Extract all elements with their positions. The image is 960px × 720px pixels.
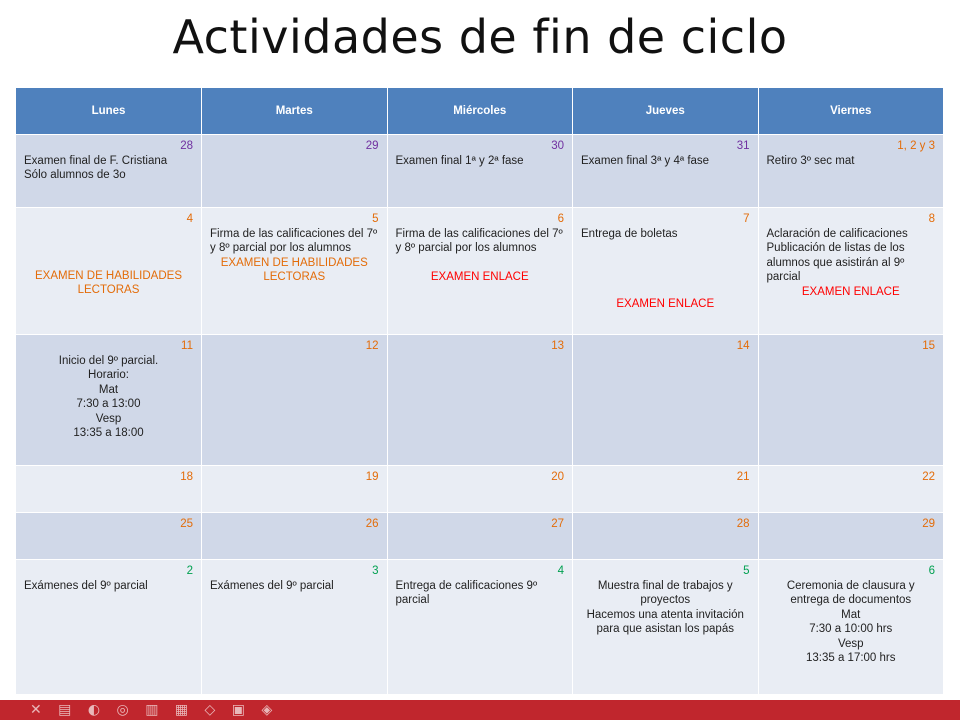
event-text: Publicación de listas de los alumnos que asistirán al 9º parcial xyxy=(766,242,905,283)
header-viernes: Viernes xyxy=(758,88,944,135)
event-text: Horario: xyxy=(88,369,129,381)
event-text: Hacemos una atenta invitación para que asistan los papás xyxy=(586,608,744,635)
day-cell xyxy=(758,208,944,335)
header-jueves: Jueves xyxy=(573,88,759,135)
event-text: Aclaración de calificaciones xyxy=(766,227,908,240)
day-cell xyxy=(573,466,759,513)
day-number: 19 xyxy=(365,471,379,483)
day-cell xyxy=(16,335,202,466)
day-cell xyxy=(202,208,388,335)
day-cell xyxy=(16,560,202,695)
footer-decoration-icon: ✕ ▤ ◐ ◎ ▥ ▦ ◇ ▣ ◈ xyxy=(30,702,279,718)
day-number: 15 xyxy=(922,340,935,352)
day-cell xyxy=(202,513,388,560)
day-number: 5 xyxy=(372,213,379,225)
day-cell xyxy=(16,135,202,208)
day-number: 22 xyxy=(922,471,935,483)
day-cell xyxy=(202,335,388,466)
event-text: 7:30 a 10:00 hrs xyxy=(809,623,893,635)
day-cell xyxy=(387,135,573,208)
day-cell xyxy=(573,335,759,466)
event-text: 13:35 a 18:00 xyxy=(73,427,144,439)
day-number: 30 xyxy=(551,140,564,152)
event-text: Examen final 1ª y 2ª fase xyxy=(395,154,524,167)
day-number: 21 xyxy=(736,471,750,483)
day-number: 28 xyxy=(180,140,193,152)
event-text: Firma de las calificaciones del 7º y 8º parcial por los alumnos xyxy=(395,227,563,254)
day-number: 29 xyxy=(922,518,935,530)
day-cell xyxy=(202,560,388,695)
week-row xyxy=(16,466,944,513)
day-cell xyxy=(758,560,944,695)
day-number: 5 xyxy=(743,565,750,577)
day-number: 1, 2 y 3 xyxy=(897,140,935,152)
exam-label: EXAMEN DE HABILIDADES LECTORAS xyxy=(220,256,368,283)
day-cell xyxy=(387,208,573,335)
day-cell xyxy=(16,466,202,513)
day-number: 26 xyxy=(365,518,379,530)
event-text: Mat xyxy=(98,383,119,396)
day-cell xyxy=(758,135,944,208)
event-text: Entrega de boletas xyxy=(581,227,678,240)
event-text: Mat xyxy=(841,608,861,621)
day-number: 7 xyxy=(743,213,750,225)
day-number: 18 xyxy=(180,471,193,483)
day-number: 4 xyxy=(186,213,193,225)
day-cell xyxy=(202,466,388,513)
day-cell xyxy=(387,466,573,513)
exam-label: EXAMEN DE HABILIDADES LECTORAS xyxy=(35,269,182,296)
day-number: 12 xyxy=(365,340,379,352)
page-title: Actividades de fin de ciclo xyxy=(172,10,788,64)
day-number: 6 xyxy=(557,213,564,225)
day-cell xyxy=(387,513,573,560)
day-number: 31 xyxy=(736,140,750,152)
event-text: Muestra final de trabajos y proyectos xyxy=(597,579,733,606)
day-number: 4 xyxy=(557,565,564,577)
event-text: Examen final 3ª y 4ª fase xyxy=(581,154,710,167)
day-number: 14 xyxy=(736,340,750,352)
day-number: 29 xyxy=(365,140,379,152)
day-cell xyxy=(758,513,944,560)
day-cell xyxy=(202,135,388,208)
event-text: Vesp xyxy=(837,637,864,650)
event-text: Exámenes del 9º parcial xyxy=(210,579,334,592)
header-row xyxy=(16,88,944,135)
footer-banner xyxy=(0,700,960,720)
day-number: 20 xyxy=(551,471,564,483)
week-row xyxy=(16,560,944,695)
day-cell xyxy=(573,208,759,335)
day-number: 8 xyxy=(928,213,935,225)
event-text: Sólo alumnos de 3o xyxy=(24,169,126,181)
day-cell xyxy=(758,335,944,466)
week-row xyxy=(16,208,944,335)
event-text: Vesp xyxy=(95,412,122,425)
header-miercoles: Miércoles xyxy=(387,88,573,135)
event-text: Retiro 3º sec mat xyxy=(766,154,855,167)
day-cell xyxy=(573,135,759,208)
day-cell xyxy=(387,560,573,695)
day-cell xyxy=(573,560,759,695)
day-number: 11 xyxy=(181,340,193,352)
event-text: Inicio del 9º parcial. xyxy=(58,354,159,367)
exam-label: EXAMEN ENLACE xyxy=(801,285,900,298)
day-number: 3 xyxy=(372,565,379,577)
day-cell xyxy=(16,208,202,335)
day-cell xyxy=(16,513,202,560)
exam-label: EXAMEN ENLACE xyxy=(616,298,715,310)
day-cell xyxy=(573,513,759,560)
day-number: 27 xyxy=(551,518,564,530)
day-number: 13 xyxy=(551,340,564,352)
day-number: 28 xyxy=(736,518,750,530)
event-text: Examen final de F. Cristiana xyxy=(24,154,168,167)
exam-label: EXAMEN ENLACE xyxy=(430,270,529,283)
week-row xyxy=(16,135,944,208)
week-row xyxy=(16,513,944,560)
header-lunes: Lunes xyxy=(16,88,202,135)
day-cell xyxy=(387,335,573,466)
event-text: 7:30 a 13:00 xyxy=(76,398,141,410)
header-martes: Martes xyxy=(202,88,388,135)
day-number: 25 xyxy=(180,518,193,530)
calendar-table xyxy=(16,88,944,694)
event-text: Ceremonia de clausura y entrega de documentos xyxy=(786,579,915,606)
event-text: Entrega de calificaciones 9º parcial xyxy=(395,579,538,606)
event-text: Exámenes del 9º parcial xyxy=(24,579,148,592)
day-cell xyxy=(758,466,944,513)
week-row xyxy=(16,335,944,466)
day-number: 6 xyxy=(928,565,935,577)
event-text: Firma de las calificaciones del 7º y 8º parcial por los alumnos xyxy=(210,227,378,254)
event-text: 13:35 a 17:00 hrs xyxy=(805,652,896,664)
day-number: 2 xyxy=(186,565,193,577)
